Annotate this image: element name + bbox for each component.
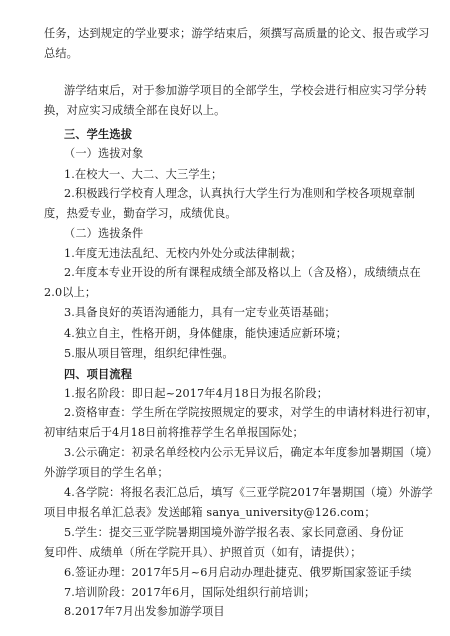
text-line: 2.年度本专业开设的所有课程成绩全部及格以上（含及格），成绩绩点在 <box>64 266 421 279</box>
text-line: 7.培训阶段：2017年6月，国际处组织行前培训； <box>64 586 316 599</box>
section-heading: 四、项目流程 <box>64 367 133 381</box>
text-line: 8.2017年7月出发参加游学项目 <box>64 605 225 618</box>
text-line: 复印件、成绩单（所在学院开具）、护照首页（如有，请提供）； <box>44 546 362 559</box>
text-line: 3.公示确定：初录名单经校内公示无异议后，确定本年度参加暑期国（境） <box>64 446 438 459</box>
section-heading: 三、学生选拔 <box>64 127 133 141</box>
text-line: 外游学项目的学生名单； <box>44 466 169 479</box>
subsection-heading: （一）选拔对象 <box>64 147 144 160</box>
text-line: 4.独立自主，性格开朗，身体健康，能快速适应新环境； <box>64 327 348 340</box>
text-line: 2.积极践行学校育人理念，认真执行大学生行为准则和学校各项规章制 <box>64 187 416 200</box>
text-line: 任务，达到规定的学业要求；游学结束后，须撰写高质量的论文、报告或学习 <box>44 27 430 40</box>
text-line: 1.报名阶段：即日起~2017年4月18日为报名阶段； <box>64 387 329 400</box>
text-line: 度，热爱专业，勤奋学习，成绩优良。 <box>44 207 237 220</box>
text-line: 5.学生：提交三亚学院暑期国境外游学报名表、家长同意函、身份证 <box>64 526 404 539</box>
text-line: 初审结束后于4月18日前将推荐学生名单报国际处； <box>44 426 304 439</box>
subsection-heading: （二）选拔条件 <box>64 227 144 240</box>
text-line: 总结。 <box>44 47 79 60</box>
text-line: 6.签证办理：2017年5月~6月启动办理赴捷克、俄罗斯国家签证手续 <box>64 566 412 579</box>
text-line: 游学结束后，对于参加游学项目的全部学生，学校会进行相应实习学分转 <box>64 84 427 97</box>
text-line: 换，对应实习成绩全部在良好以上。 <box>44 104 226 117</box>
text-line: 项目申报名单汇总表》发送邮箱 sanya_university@126.com； <box>44 506 376 519</box>
text-line: 4.各学院：将报名表汇总后，填写《三亚学院2017年暑期国（境）外游学 <box>64 486 433 499</box>
text-line: 2.0以上； <box>44 286 97 299</box>
text-line: 5.服从项目管理，组织纪律性强。 <box>64 347 234 360</box>
text-line: 1.年度无违法乱纪、无校内外处分或法律制裁； <box>64 247 302 260</box>
text-line: 2.资格审查：学生所在学院按照规定的要求，对学生的申请材料进行初审， <box>64 406 438 419</box>
text-line: 1.在校大一、大二、大三学生； <box>64 168 223 181</box>
text-line: 3.具备良好的英语沟通能力，具有一定专业英语基础； <box>64 306 336 319</box>
